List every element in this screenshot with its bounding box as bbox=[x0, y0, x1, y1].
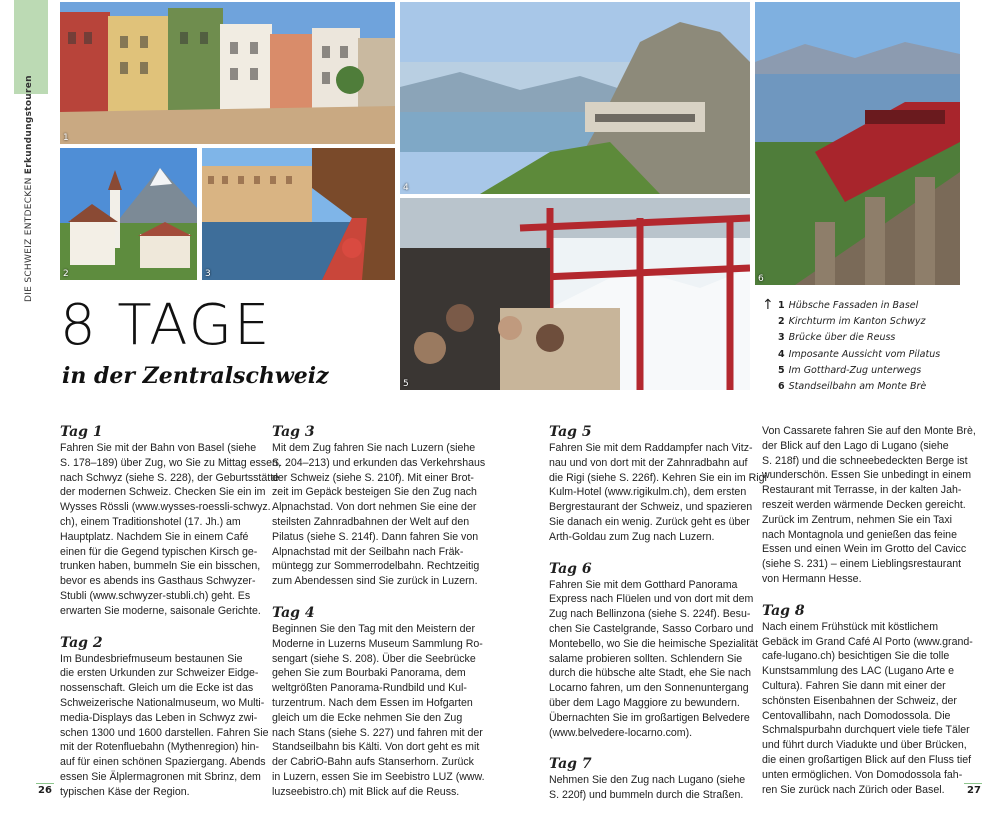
photo-number: 2 bbox=[63, 269, 69, 279]
text-line: der modernen Schweiz. Checken Sie ein im bbox=[60, 486, 266, 499]
text-line: Von Cassarete fahren Sie auf den Monte Brè, bbox=[762, 425, 976, 437]
text-line: mit der Rotenfluebahn (Mythenregion) hin- bbox=[60, 741, 260, 754]
text-line: essen Sie Älplermagronen mit Sbrinz, dem bbox=[60, 770, 261, 783]
text-line: (siehe S. 231) – einem Lieblingsrestaurant bbox=[762, 558, 962, 571]
photo-gotthard-train bbox=[400, 198, 750, 390]
text-line: trunken haben, bummeln Sie ein bisschen, bbox=[60, 560, 261, 573]
text-line: Cultura). Fahren Sie dann mit einer der bbox=[762, 679, 946, 692]
caption-text: Hübsche Fassaden in Basel bbox=[788, 300, 919, 311]
itinerary-section bbox=[60, 634, 269, 800]
text-line: cafe-lugano.ch) besichtigen Sie die tolle bbox=[762, 650, 950, 663]
text-line: nach Schwyz (siehe S. 228), der Geburtsstätte bbox=[60, 471, 280, 484]
day-heading: Tag 7 bbox=[549, 756, 592, 773]
text-line: Hauptplatz. Nachdem Sie in einem Café bbox=[60, 530, 249, 543]
text-line: chen Sie Castelgrande, Sasso Corbaro und bbox=[549, 622, 754, 635]
itinerary-text bbox=[272, 622, 485, 800]
itinerary-section bbox=[60, 424, 281, 619]
caption-number: 5 bbox=[778, 364, 785, 376]
caption-number: 1 bbox=[778, 300, 785, 311]
text-line: ch), einem Traditionshotel (17. Jh.) am bbox=[60, 515, 241, 528]
text-line: luzseebistro.ch) mit Blick auf die Reuss. bbox=[272, 785, 460, 798]
itinerary-text bbox=[60, 652, 269, 800]
caption-text: Imposante Aussicht vom Pilatus bbox=[788, 348, 941, 360]
day-heading: Tag 8 bbox=[762, 602, 805, 619]
text-line: schönsten Eisenbahnen der Schweiz, der bbox=[762, 694, 957, 707]
text-line: Fahren Sie mit dem Gotthard Panorama bbox=[549, 578, 738, 591]
text-line: der Blick auf den Lago di Lugano (siehe bbox=[762, 439, 949, 452]
photo-basel-facades bbox=[60, 2, 395, 144]
footer-rule-left bbox=[36, 783, 54, 784]
text-line: in Luzern, essen Sie im Seebistro LUZ (www. bbox=[272, 770, 485, 783]
itinerary-text bbox=[272, 441, 486, 589]
text-line: der Schweiz (siehe S. 210f). Mit einer Brot- bbox=[272, 471, 474, 484]
text-line: bevor es abends ins Gasthaus Schwyzer- bbox=[60, 575, 256, 588]
text-line: reszeit werden wärmende Decken gereicht. bbox=[762, 498, 966, 511]
itinerary-section bbox=[549, 756, 745, 803]
itinerary-section bbox=[549, 560, 759, 741]
text-line: Locarno fahren, um den Sonnenuntergang bbox=[549, 682, 749, 695]
photo-captions bbox=[762, 298, 982, 395]
text-line: Moderne in Luzerns Museum Sammlung Ro- bbox=[272, 637, 483, 650]
text-line: Montebello, wo Sie die heimische Spezialität bbox=[549, 637, 759, 650]
text-line: turzentrum. Nach dem Essen im Hofgarten bbox=[272, 696, 473, 709]
day-heading: Tag 5 bbox=[549, 424, 592, 440]
text-line: von Hermann Hesse. bbox=[762, 572, 862, 585]
text-line: S. 220f) und bummeln durch die Straßen. bbox=[549, 789, 744, 802]
caption-item bbox=[778, 347, 998, 363]
text-line: Nehmen Sie den Zug nach Lugano (siehe bbox=[549, 774, 746, 787]
day-heading: Tag 6 bbox=[549, 560, 592, 577]
text-line: Sie danach ein wenig. Zurück geht es über bbox=[549, 515, 750, 528]
text-line: Standseilbahn bis Kälti. Von dort geht es mit bbox=[272, 741, 480, 754]
text-line: Restaurant mit Terrasse, in der kalten Jah- bbox=[762, 484, 962, 497]
footer-rule-right bbox=[964, 783, 982, 784]
text-line: (www.belvedere-locarno.com). bbox=[549, 726, 693, 739]
caption-text: Kirchturm im Kanton Schwyz bbox=[788, 316, 926, 328]
text-line: Kulm-Hotel (www.rigikulm.ch), dem ersten bbox=[549, 486, 747, 499]
caption-number: 4 bbox=[778, 348, 785, 360]
text-line: Kunstsammlung des LAC (Lugano Arte e bbox=[762, 665, 954, 678]
text-line: auf für einen schönen Spaziergang. Abends bbox=[60, 756, 266, 769]
text-line: Stubli (www.schwyzer-stubli.ch) geht. Es bbox=[60, 589, 251, 602]
text-line: Mit dem Zug fahren Sie nach Luzern (siehe bbox=[272, 442, 476, 454]
text-line: typischen Käse der Region. bbox=[60, 785, 190, 798]
text-line: einen für die Gegend typischen Kirsch ge- bbox=[60, 545, 258, 558]
photo-number: 5 bbox=[403, 379, 409, 389]
text-line: müntegg zur Sommerrodelbahn. Rechtzeitig bbox=[272, 560, 480, 573]
text-line: Alpnachstad. Von dort nehmen Sie eine der bbox=[272, 501, 477, 514]
day-heading: Tag 1 bbox=[60, 424, 103, 440]
caption-number: 2 bbox=[778, 316, 785, 328]
text-line: Fahren Sie mit dem Raddampfer nach Vitz- bbox=[549, 442, 753, 454]
text-line: nach Montagnola und genießen das feine bbox=[762, 528, 957, 541]
itinerary-section bbox=[549, 424, 767, 545]
text-line: schen 1300 und 1600 darstellen. Fahren Sie bbox=[60, 726, 269, 739]
caption-item bbox=[778, 379, 998, 395]
section-side-label bbox=[24, 75, 44, 302]
photo-church-schwyz bbox=[60, 148, 197, 280]
text-line: Bergrestaurant der Schweiz, und spazieren bbox=[549, 501, 753, 514]
caption-text: Im Gotthard-Zug unterwegs bbox=[788, 364, 922, 376]
text-line: Zug nach Bellinzona (siehe S. 224f). Besu- bbox=[549, 608, 751, 621]
text-line: unten ermöglichen. Von Domodossola fah- bbox=[762, 768, 963, 781]
photo-number: 3 bbox=[205, 269, 211, 279]
text-line: wunderschön. Essen Sie unbedingt in einem bbox=[762, 469, 972, 482]
text-line: Nach einem Frühstück mit köstlichem bbox=[762, 620, 939, 633]
caption-text: Brücke über die Reuss bbox=[788, 332, 896, 344]
caption-number: 3 bbox=[778, 332, 785, 344]
text-line: Centovallibahn, nach Domodossola. Die bbox=[762, 709, 951, 722]
photo-number: 6 bbox=[758, 274, 764, 284]
text-line: die ersten Urkunden zur Schweizer Eidge- bbox=[60, 667, 259, 680]
text-line: Schmalspurbahn durchquert viele tiefe Täler bbox=[762, 724, 970, 737]
text-line: Express nach Flüelen und von dort mit dem bbox=[549, 593, 754, 606]
up-arrow-icon: ↑ bbox=[762, 297, 774, 313]
text-line: Fahren Sie mit der Bahn von Basel (siehe bbox=[60, 442, 257, 454]
text-line: steilsten Zahnradbahnen der Welt auf den bbox=[272, 515, 470, 528]
page-number-right: 27 bbox=[967, 785, 981, 796]
itinerary-section bbox=[762, 602, 973, 798]
photo-number: 4 bbox=[403, 183, 409, 193]
caption-text: Standseilbahn am Monte Brè bbox=[788, 381, 927, 393]
text-line: gleich um die Ecke nehmen Sie den Zug bbox=[272, 711, 463, 724]
photo-number: 1 bbox=[63, 133, 69, 143]
text-line: zeit im Gepäck besteigen Sie den Zug nach bbox=[272, 486, 477, 499]
itinerary-text bbox=[762, 424, 976, 587]
text-line: Arth-Goldau zum Zug nach Luzern. bbox=[549, 530, 715, 543]
itinerary-section bbox=[272, 424, 486, 589]
itinerary-text bbox=[549, 773, 745, 803]
text-line: Pilatus (siehe S. 214f). Dann fahren Sie von bbox=[272, 530, 479, 543]
text-line: die einen großartigen Blick auf den Fluss tief bbox=[762, 753, 972, 766]
itinerary-text bbox=[60, 441, 281, 619]
text-line: Schweizerische Nationalmuseum, wo Multi- bbox=[60, 696, 265, 709]
text-line: ren Sie zurück nach Zürich oder Basel. bbox=[762, 783, 945, 796]
text-line: Zurück im Zentrum, nehmen Sie ein Taxi bbox=[762, 513, 952, 526]
caption-item bbox=[778, 330, 998, 346]
text-line: erwarten Sie moderne, saisonale Gerichte. bbox=[60, 604, 261, 617]
text-column-1 bbox=[60, 424, 281, 816]
text-line: Alpnachstad mit der Seilbahn nach Fräk- bbox=[272, 545, 464, 558]
text-line: Übernachten Sie im großartigen Belvedere bbox=[549, 711, 750, 724]
text-line: Beginnen Sie den Tag mit den Meistern der bbox=[272, 622, 475, 635]
photo-funicular-monte-bre bbox=[755, 2, 960, 285]
text-line: über dem Lago Maggiore zu bewundern. bbox=[549, 696, 740, 709]
text-line: media-Displays das Leben in Schwyz zwi- bbox=[60, 711, 258, 724]
page-number-left: 26 bbox=[38, 785, 52, 796]
itinerary-section bbox=[762, 424, 976, 587]
text-line: und führt durch Viadukte und über Brücken, bbox=[762, 739, 967, 752]
itinerary-text bbox=[762, 620, 973, 798]
caption-item bbox=[778, 363, 998, 379]
text-line: nach Stans (siehe S. 227) und fahren mit der bbox=[272, 726, 483, 739]
itinerary-text bbox=[549, 578, 759, 741]
text-line: zum Abendessen sind Sie zurück in Luzern. bbox=[272, 575, 478, 588]
text-line: sengart (siehe S. 208). Über die Seebrücke bbox=[272, 652, 476, 665]
itinerary-text bbox=[549, 441, 767, 545]
text-line: nossenschaft. Gleich um die Ecke ist das bbox=[60, 682, 254, 695]
itinerary-section bbox=[272, 604, 485, 800]
text-line: salame probieren sollten. Schlendern Sie bbox=[549, 652, 743, 665]
text-line: S. 218f) und die schneebedeckten Berge ist bbox=[762, 454, 968, 467]
day-heading: Tag 2 bbox=[60, 634, 103, 651]
text-line: gehen Sie zum Bourbaki Panorama, dem bbox=[272, 667, 466, 680]
caption-item bbox=[778, 298, 998, 314]
text-line: der CabriO-Bahn aufs Stanserhorn. Zurück bbox=[272, 756, 474, 769]
photo-bridge-reuss bbox=[202, 148, 395, 280]
page-subtitle: in der Zentralschweiz bbox=[62, 363, 329, 389]
text-line: die Rigi (siehe S. 226f). Kehren Sie ein im Rigi bbox=[549, 471, 767, 484]
caption-number: 6 bbox=[778, 381, 785, 393]
day-heading: Tag 3 bbox=[272, 424, 315, 440]
text-line: S. 178–189) über Zug, wo Sie zu Mittag essen, bbox=[60, 456, 281, 469]
section-name: DIE SCHWEIZ ENTDECKEN bbox=[24, 177, 34, 302]
text-line: durch die hübsche alte Stadt, ehe Sie nach bbox=[549, 667, 752, 680]
chapter-name: Erkundungstouren bbox=[24, 75, 34, 175]
text-line: Wysses Rössli (www.wysses-roessli-schwyz. bbox=[60, 501, 271, 514]
text-line: nau und von dort mit der Zahnradbahn auf bbox=[549, 456, 748, 469]
text-line: weltgrößten Panorama-Rundbild und Kul- bbox=[272, 682, 467, 695]
text-column-2 bbox=[272, 424, 486, 816]
photo-pilatus-view bbox=[400, 2, 750, 194]
caption-item bbox=[778, 314, 998, 330]
text-column-3 bbox=[549, 424, 767, 819]
text-line: Gebäck im Grand Café Al Porto (www.grand- bbox=[762, 635, 973, 648]
text-line: Im Bundesbriefmuseum bestaunen Sie bbox=[60, 652, 243, 665]
page-title: 8 TAGE bbox=[60, 293, 272, 358]
text-line: Essen und einen Wein im Grotto del Cavicc bbox=[762, 543, 967, 556]
text-line: S. 204–213) und erkunden das Verkehrshaus bbox=[272, 456, 486, 469]
day-heading: Tag 4 bbox=[272, 604, 315, 621]
